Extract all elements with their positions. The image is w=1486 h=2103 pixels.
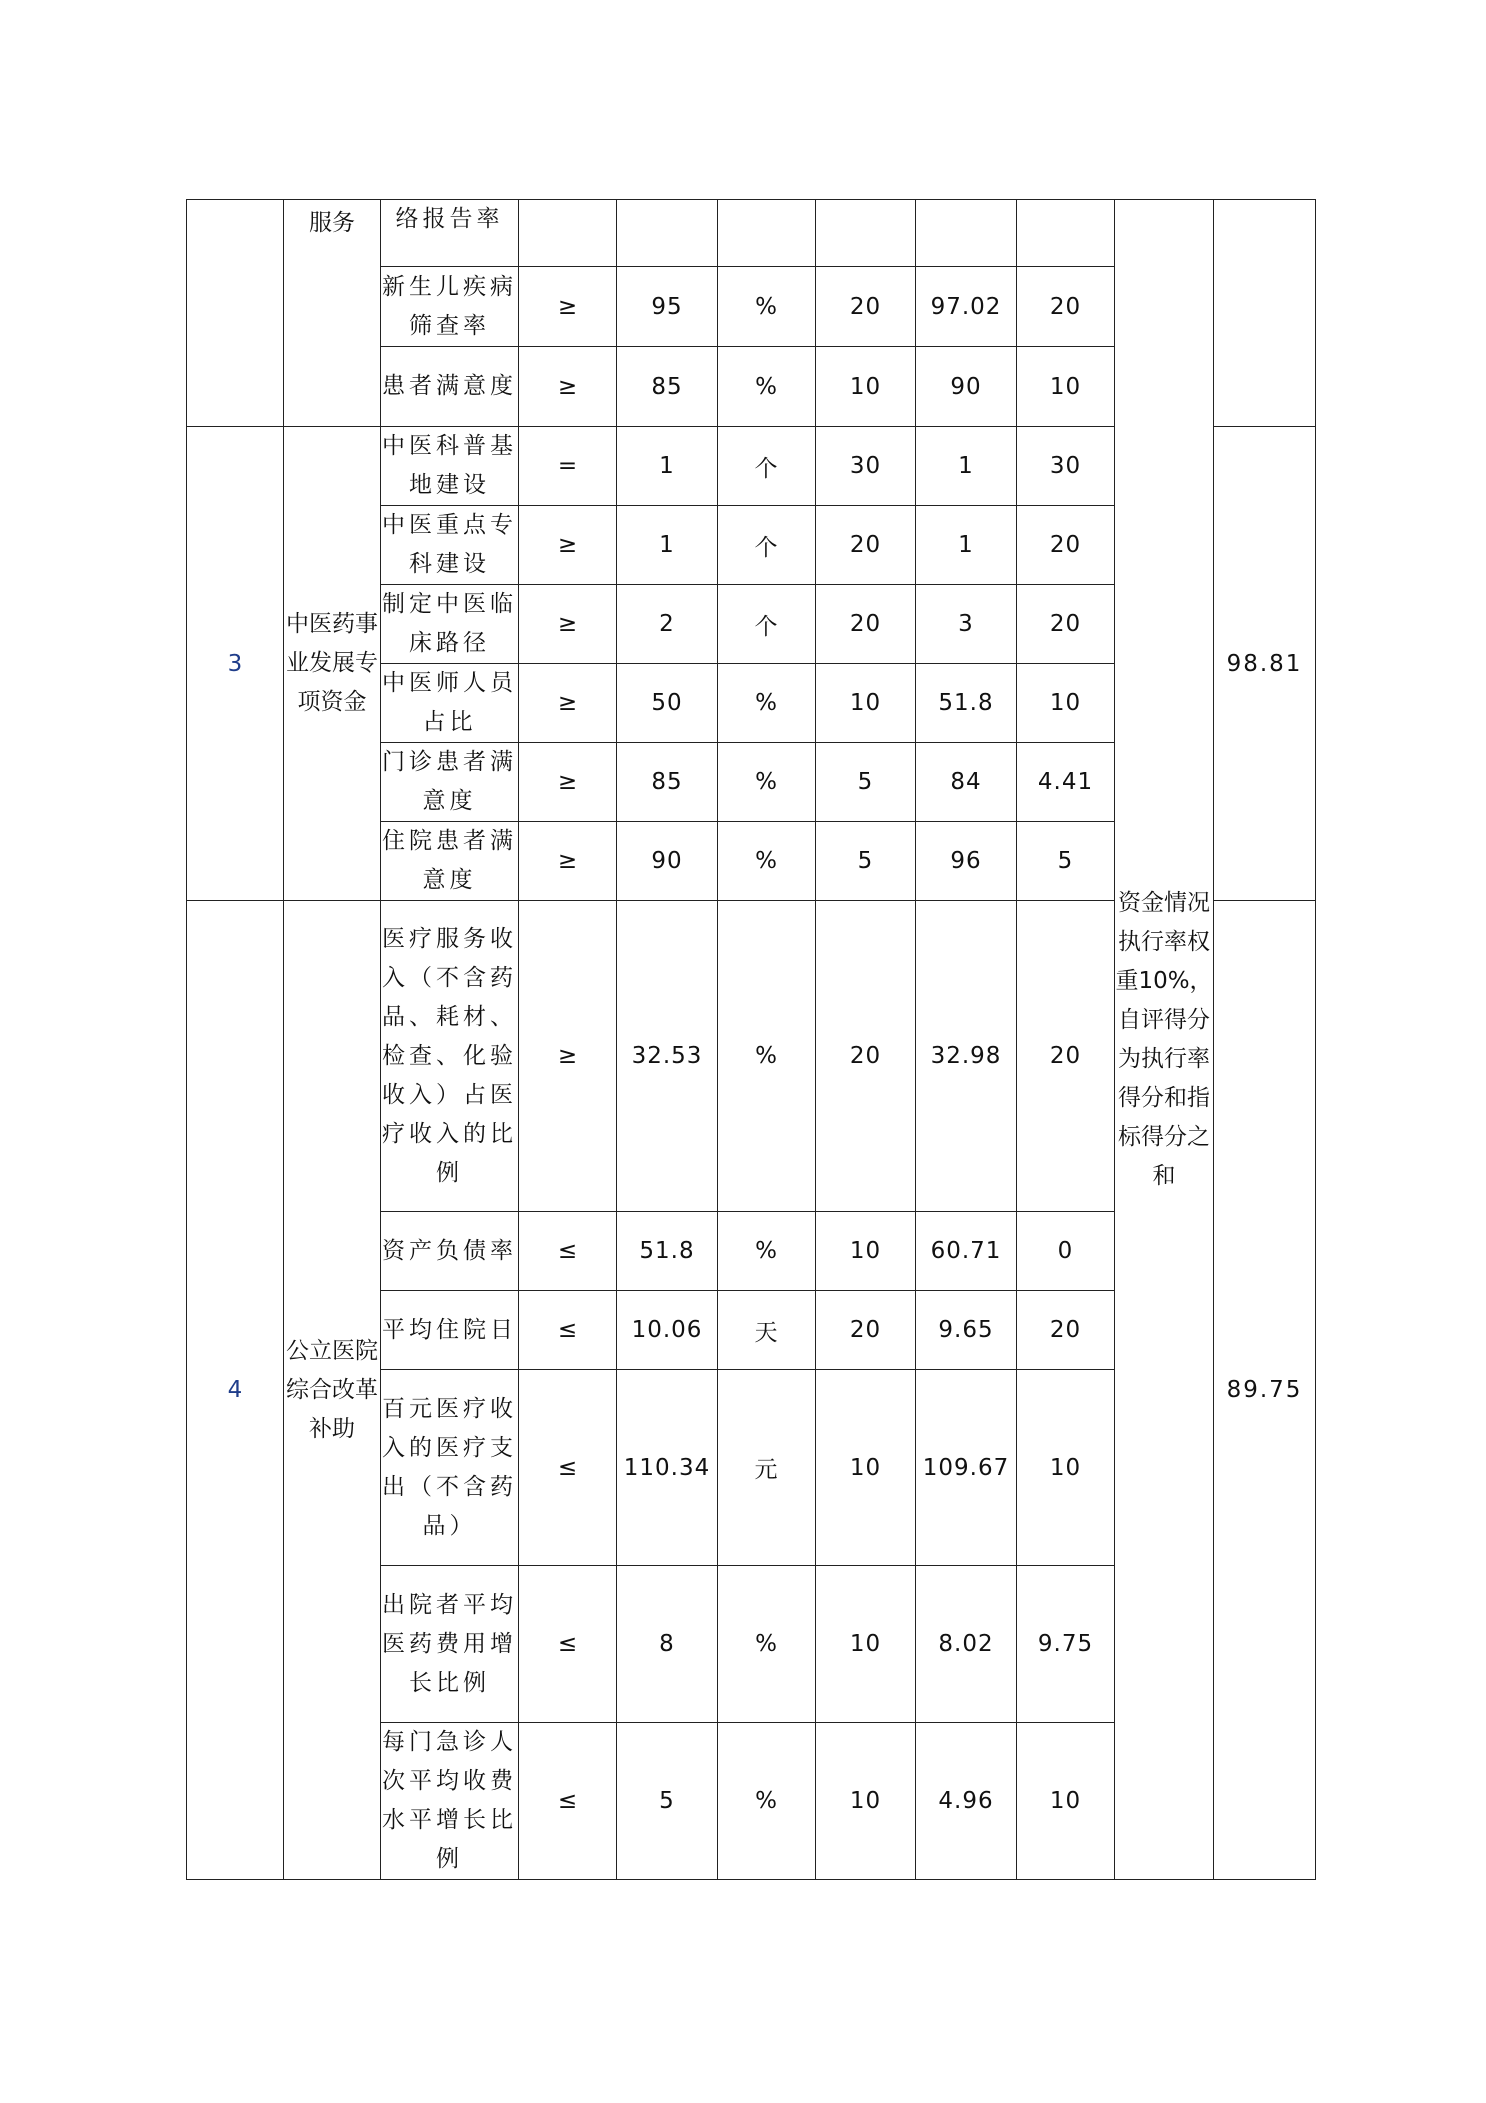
indicator-score	[1017, 200, 1115, 267]
target-value: 1	[617, 427, 718, 506]
indicator-name: 平均住院日	[381, 1291, 519, 1370]
indicator-name: 百元医疗收入的医疗支出（不含药品）	[381, 1370, 519, 1566]
indicator-score: 9.75	[1017, 1566, 1115, 1723]
indicator-score: 20	[1017, 585, 1115, 664]
indicator-score: 4.41	[1017, 743, 1115, 822]
indicator-score: 10	[1017, 347, 1115, 427]
indicator-name: 医疗服务收入（不含药品、耗材、检查、化验收入）占医疗收入的比例	[381, 901, 519, 1212]
group-total-score	[1214, 200, 1316, 427]
scoring-note: 资金情况执行率权重10%，自评得分为执行率得分和指标得分之和	[1115, 200, 1214, 1880]
operator: ≤	[519, 1723, 617, 1880]
unit: %	[718, 347, 816, 427]
indicator-score: 30	[1017, 427, 1115, 506]
target-value: 32.53	[617, 901, 718, 1212]
indicator-score: 20	[1017, 506, 1115, 585]
indicator-score: 20	[1017, 267, 1115, 347]
operator: ≥	[519, 267, 617, 347]
target-value: 10.06	[617, 1291, 718, 1370]
operator: ≤	[519, 1370, 617, 1566]
unit: 天	[718, 1291, 816, 1370]
group-category: 服务	[284, 200, 381, 427]
actual-value: 3	[916, 585, 1017, 664]
unit: %	[718, 822, 816, 901]
indicator-score: 20	[1017, 1291, 1115, 1370]
actual-value: 51.8	[916, 664, 1017, 743]
target-value: 8	[617, 1566, 718, 1723]
weight: 30	[816, 427, 916, 506]
actual-value: 84	[916, 743, 1017, 822]
actual-value: 60.71	[916, 1212, 1017, 1291]
unit: %	[718, 267, 816, 347]
unit: %	[718, 901, 816, 1212]
target-value: 85	[617, 347, 718, 427]
operator: ≥	[519, 743, 617, 822]
unit: %	[718, 1212, 816, 1291]
weight: 10	[816, 1212, 916, 1291]
unit: %	[718, 743, 816, 822]
indicator-name: 患者满意度	[381, 347, 519, 427]
actual-value: 9.65	[916, 1291, 1017, 1370]
indicator-score: 10	[1017, 1370, 1115, 1566]
actual-value	[916, 200, 1017, 267]
target-value: 110.34	[617, 1370, 718, 1566]
table-row	[187, 200, 1316, 267]
unit: 个	[718, 585, 816, 664]
indicator-name: 每门急诊人次平均收费水平增长比例	[381, 1723, 519, 1880]
target-value: 85	[617, 743, 718, 822]
target-value: 95	[617, 267, 718, 347]
indicator-score: 5	[1017, 822, 1115, 901]
target-value: 2	[617, 585, 718, 664]
indicator-score: 10	[1017, 664, 1115, 743]
actual-value: 8.02	[916, 1566, 1017, 1723]
indicator-name: 出院者平均医药费用增长比例	[381, 1566, 519, 1723]
group-category: 中医药事业发展专项资金	[284, 427, 381, 901]
weight: 10	[816, 1370, 916, 1566]
target-value: 50	[617, 664, 718, 743]
unit: %	[718, 1723, 816, 1880]
weight: 10	[816, 347, 916, 427]
actual-value: 90	[916, 347, 1017, 427]
weight: 20	[816, 267, 916, 347]
indicator-name: 中医重点专科建设	[381, 506, 519, 585]
indicator-name: 资产负债率	[381, 1212, 519, 1291]
weight: 20	[816, 506, 916, 585]
weight: 20	[816, 585, 916, 664]
indicator-name: 中医科普基地建设	[381, 427, 519, 506]
indicator-name: 新生儿疾病筛查率	[381, 267, 519, 347]
indicator-score: 20	[1017, 901, 1115, 1212]
weight: 5	[816, 822, 916, 901]
operator: ≥	[519, 585, 617, 664]
unit: 个	[718, 506, 816, 585]
operator	[519, 200, 617, 267]
actual-value: 97.02	[916, 267, 1017, 347]
indicator-name: 中医师人员占比	[381, 664, 519, 743]
weight: 20	[816, 1291, 916, 1370]
target-value: 5	[617, 1723, 718, 1880]
actual-value: 1	[916, 506, 1017, 585]
operator: ≥	[519, 347, 617, 427]
operator: ≤	[519, 1291, 617, 1370]
target-value: 90	[617, 822, 718, 901]
target-value	[617, 200, 718, 267]
actual-value: 109.67	[916, 1370, 1017, 1566]
group-total-score: 98.81	[1214, 427, 1316, 901]
indicator-name: 门诊患者满意度	[381, 743, 519, 822]
operator: =	[519, 427, 617, 506]
operator: ≤	[519, 1566, 617, 1723]
operator: ≥	[519, 664, 617, 743]
weight: 10	[816, 664, 916, 743]
weight	[816, 200, 916, 267]
actual-value: 4.96	[916, 1723, 1017, 1880]
indicator-name: 制定中医临床路径	[381, 585, 519, 664]
weight: 5	[816, 743, 916, 822]
operator: ≥	[519, 901, 617, 1212]
indicator-score: 10	[1017, 1723, 1115, 1880]
actual-value: 1	[916, 427, 1017, 506]
indicator-score: 0	[1017, 1212, 1115, 1291]
operator: ≥	[519, 822, 617, 901]
unit	[718, 200, 816, 267]
weight: 10	[816, 1566, 916, 1723]
group-total-score: 89.75	[1214, 901, 1316, 1880]
group-number	[187, 200, 284, 427]
unit: 个	[718, 427, 816, 506]
indicator-name: 络报告率	[381, 200, 519, 267]
group-number: 3	[187, 427, 284, 901]
group-category: 公立医院综合改革补助	[284, 901, 381, 1880]
actual-value: 96	[916, 822, 1017, 901]
group-number: 4	[187, 901, 284, 1880]
target-value: 1	[617, 506, 718, 585]
operator: ≤	[519, 1212, 617, 1291]
weight: 10	[816, 1723, 916, 1880]
unit: %	[718, 664, 816, 743]
actual-value: 32.98	[916, 901, 1017, 1212]
indicator-name: 住院患者满意度	[381, 822, 519, 901]
weight: 20	[816, 901, 916, 1212]
performance-evaluation-table	[186, 199, 1316, 1880]
unit: %	[718, 1566, 816, 1723]
operator: ≥	[519, 506, 617, 585]
unit: 元	[718, 1370, 816, 1566]
target-value: 51.8	[617, 1212, 718, 1291]
